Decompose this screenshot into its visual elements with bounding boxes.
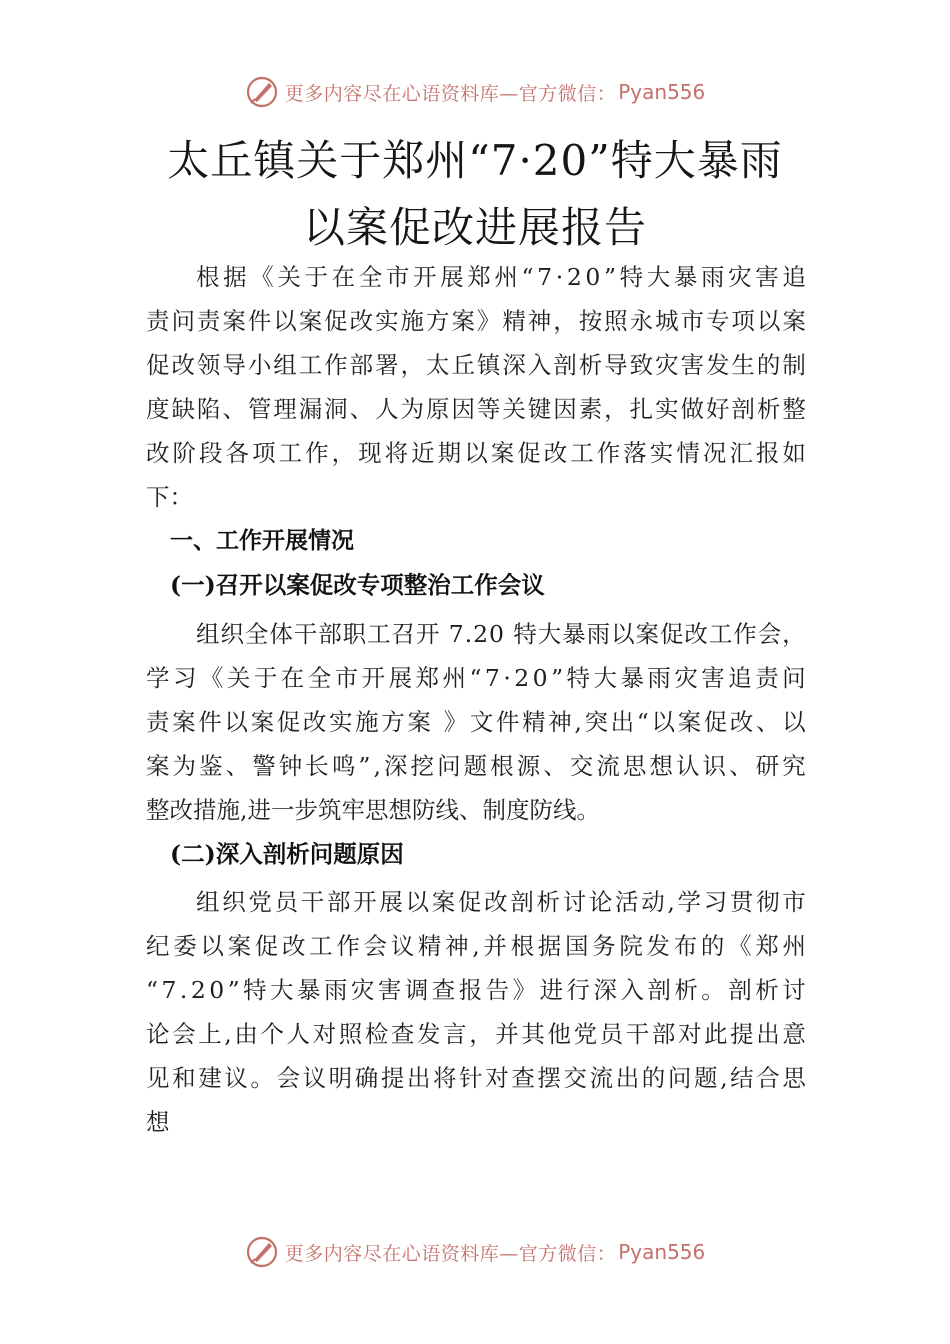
section-heading: 一、工作开展情况 <box>170 528 354 554</box>
watermark-text: 更多内容尽在心语资料库—官方微信： <box>284 82 617 105</box>
document-title-line-1: 太丘镇关于郑州“7·20”特大暴雨 <box>167 136 783 185</box>
text-line: 责 案 件 以 案 促 改 实 施 方 案 》 文 件 精 神 , 突 出 “ 以 案 促 改 、 以 <box>146 708 806 736</box>
watermark-wechat-id: Pyan556 <box>618 1240 706 1264</box>
pen-logo-icon <box>245 75 279 109</box>
text-line: 论 会 上 , 由 个 人 对 照 检 查 发 言 ， 并 其 他 党 员 干 部 对 此 提 出 意 <box>146 1020 806 1048</box>
text-line: 案 为 鉴 、 警 钟 长 鸣 ” , 深 挖 问 题 根 源 、 交 流 思 想 认 识 、 研 究 <box>146 752 806 780</box>
text-line: 促 改 领 导 小 组 工 作 部 署 ， 太 丘 镇 深 入 剖 析 导 致 灾 害 发 生 的 制 <box>146 351 806 379</box>
pen-logo-icon <box>245 1235 279 1269</box>
text-line: 学 习 《 关 于 在 全 市 开 展 郑 州 “ 7 · 2 0 ” 特 大 暴 雨 灾 害 追 责 问 <box>146 664 806 692</box>
text-line: 整改措施,进一步筑牢思想防线、制度防线。 <box>146 796 600 824</box>
text-line: 组 织 党 员 干 部 开 展 以 案 促 改 剖 析 讨 论 活 动 , 学 习 贯 彻 市 <box>196 888 806 916</box>
document-title-line-2: 以案促改进展报告 <box>302 203 647 252</box>
text-line: “ 7 . 2 0 ” 特 大 暴 雨 灾 害 调 查 报 告 》 进 行 深 入 剖 析 。 剖 析 讨 <box>146 976 806 1004</box>
watermark-banner-bottom <box>0 1232 950 1272</box>
text-line: 度 缺 陷 、 管 理 漏 洞 、 人 为 原 因 等 关 键 因 素 ， 扎 实 做 好 剖 析 整 <box>146 395 806 423</box>
text-line: 纪 委 以 案 促 改 工 作 会 议 精 神 , 并 根 据 国 务 院 发 布 的 《 郑 州 <box>146 932 806 960</box>
text-line: 下： <box>146 483 193 511</box>
text-line: 责 问 责 案 件 以 案 促 改 实 施 方 案 》 精 神 ， 按 照 永 城 市 专 项 以 案 <box>146 307 806 335</box>
subsection-heading: (一)召开以案促改专项整治工作会议 <box>170 571 545 599</box>
watermark-text: 更多内容尽在心语资料库—官方微信： <box>284 1242 617 1265</box>
watermark-wechat-id: Pyan556 <box>618 80 706 104</box>
subsection-heading: (二)深入剖析问题原因 <box>170 840 404 868</box>
watermark-banner-top <box>0 72 950 112</box>
text-line: 改 阶 段 各 项 工 作 ， 现 将 近 期 以 案 促 改 工 作 落 实 情 况 汇 报 如 <box>146 439 806 467</box>
text-line: 根 据 《 关 于 在 全 市 开 展 郑 州 “ 7 · 2 0 ” 特 大 暴 雨 灾 害 追 <box>196 263 806 291</box>
text-line: 见 和 建 议 。 会 议 明 确 提 出 将 针 对 查 摆 交 流 出 的 问 题 , 结 合 思 <box>146 1064 806 1092</box>
text-line: 组 织 全 体 干 部 职 工 召 开 7 . 2 0 特 大 暴 雨 以 案 促 改 工 作 会 ， <box>196 620 806 648</box>
text-line: 想 <box>146 1108 170 1136</box>
